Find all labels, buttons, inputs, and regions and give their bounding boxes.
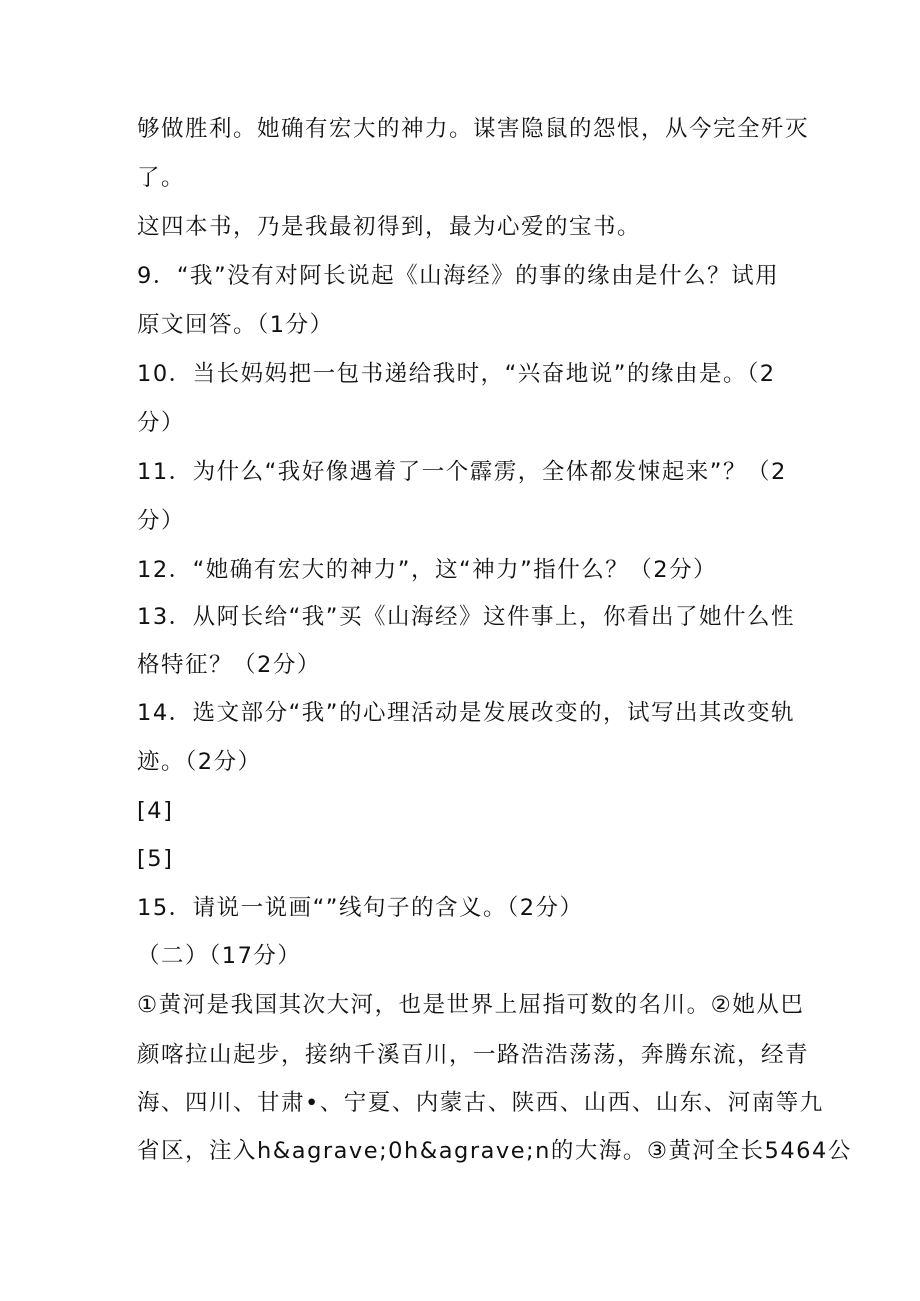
question-10-cont: 分） [137, 410, 186, 436]
passage-line-3: 海、四川、甘肃•、宁夏、内蒙古、陕西、山西、山东、河南等九 [137, 1090, 824, 1116]
passage-line-2: 颜喀拉山起步，接纳千溪百川，一路浩浩荡荡，奔腾东流，经青 [137, 1042, 810, 1068]
question-15: 15．请说一说画“”线句子的含义。（2分） [137, 895, 584, 921]
question-14: 14．选文部分“我”的心理活动是发展改变的，试写出其改变轨 [137, 700, 795, 726]
question-11: 11．为什么“我好像遇着了一个霹雳，全体都发悚起来”？（2 [137, 459, 787, 485]
passage-line-1: ①黄河是我国其次大河，也是世界上屈指可数的名川。②她从巴 [137, 992, 805, 1018]
question-11-cont: 分） [137, 508, 186, 534]
question-9-cont: 原文回答。（1分） [137, 312, 334, 338]
question-13: 13．从阿长给“我”买《山海经》这件事上，你看出了她什么性 [137, 604, 795, 630]
question-14-cont: 迹。（2分） [137, 749, 262, 775]
text-line-2: 了。 [137, 165, 186, 191]
text-line-3: 这四本书，乃是我最初得到，最为心爱的宝书。 [137, 214, 642, 240]
footnote-4: [4] [137, 798, 174, 824]
passage-line-4: 省区，注入h&agrave;0h&agrave;n的大海。③黄河全长5464公 [137, 1138, 852, 1164]
question-13-cont: 格特征？（2分） [137, 652, 321, 678]
question-10: 10．当长妈妈把一包书递给我时，“兴奋地说”的缘由是。（2 [137, 361, 776, 387]
question-12: 12．“她确有宏大的神力”，这“神力”指什么？（2分） [137, 557, 718, 583]
text-line-1: 够做胜利。她确有宏大的神力。谋害隐鼠的怨恨，从今完全歼灭 [137, 116, 810, 142]
question-9: 9．“我”没有对阿长说起《山海经》的事的缘由是什么？试用 [137, 263, 780, 289]
section-heading: （二）（17分） [137, 943, 302, 969]
footnote-5: [5] [137, 846, 174, 872]
